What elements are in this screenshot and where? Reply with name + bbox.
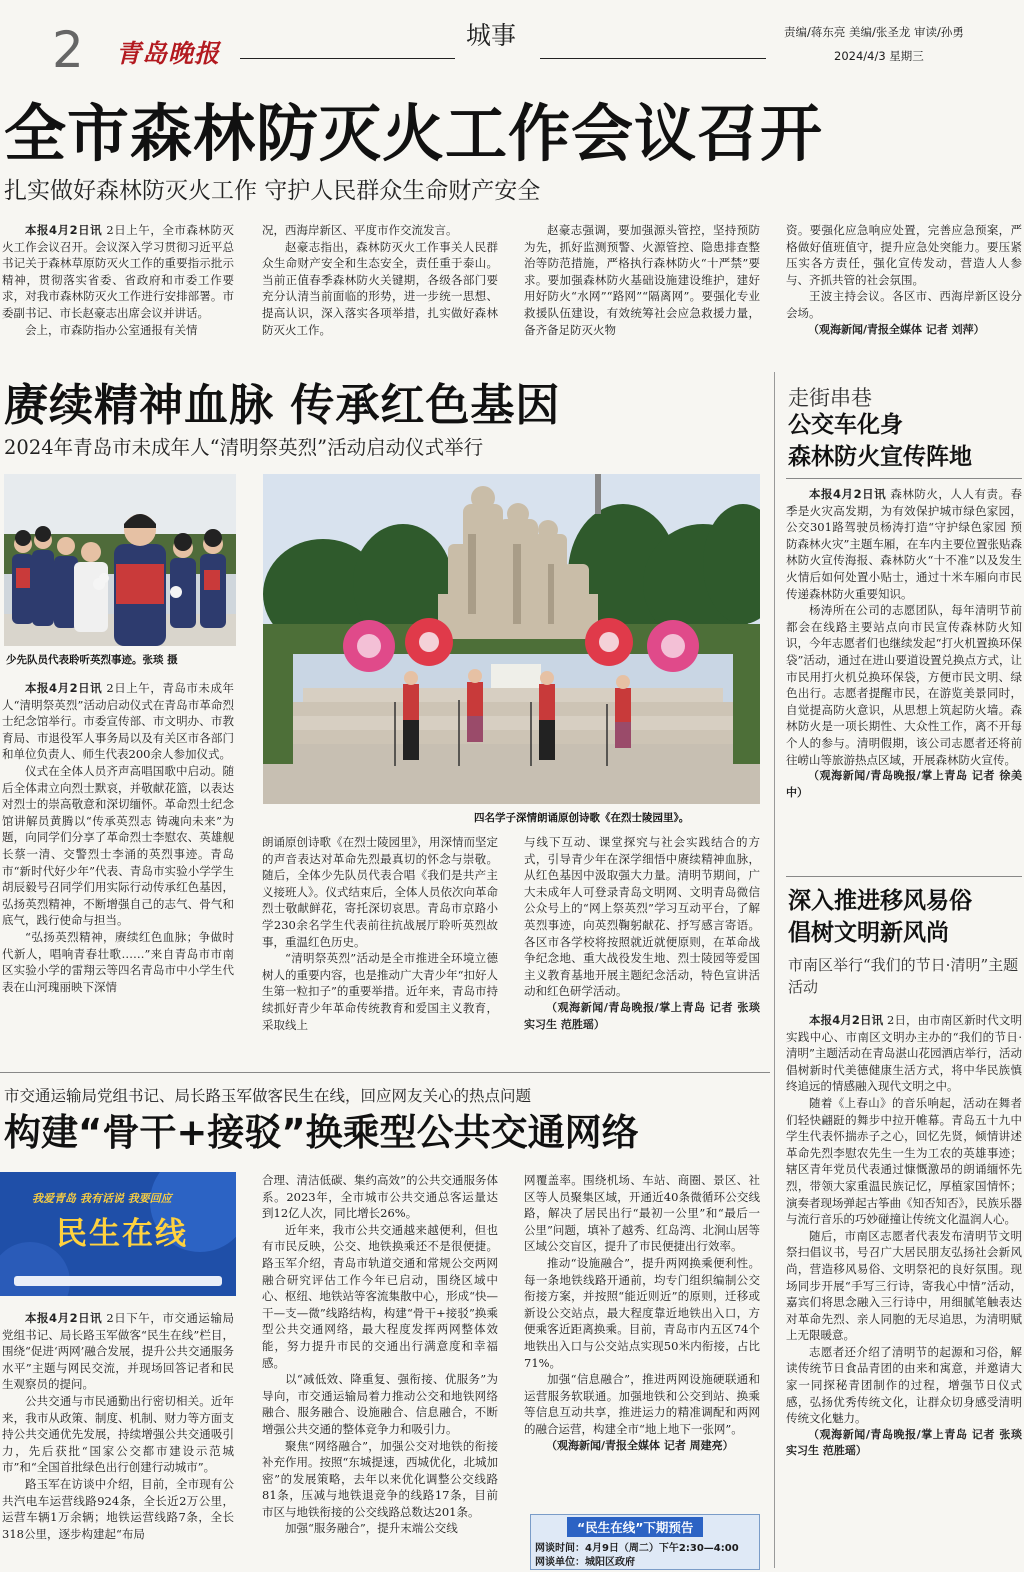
article1-column-3 [524, 222, 760, 362]
sidebar1-text: 杨涛所在公司的志愿团队，每年清明节前都会在线路主要站点向市民宣传森林防火知识，今年志愿者们也继续发起“打火机置换环保袋”活动，通过在进山要道设置兑换点方式，让市民用打火机兑换环保袋，方便市民文明、绿色出行。志愿者提醒市民，在游览美景同时，自觉提高防火意识，从思想上筑起防火墙。森林防火是一项长期性、大众性工作，离不开每个人的参与。清明假期，该公司志愿者还将前往崂山等旅游热点区域，开展森林防火宣传。 [786, 603, 1022, 767]
sidebar1-headline-line2: 森林防火宣传阵地 [788, 444, 972, 470]
article1-text: 况，西海岸新区、平度市作交流发言。 [262, 223, 458, 237]
article3-text: 加强“服务融合”，提升末端公交线 [285, 1521, 458, 1536]
article1-text: 赵豪志指出，森林防灭火工作事关人民群众生命财产安全和生态安全，责任重于泰山。当前正值春季森林防火关键期，各级各部门要充分认清当前面临的形势，进一步统一思想、提高认识，深入落实各项举措，扎实做好森林防灭火工作。 [262, 239, 498, 337]
sidebar1-rule [786, 478, 1022, 479]
article1-lead: 本报4月2日讯 [25, 223, 103, 237]
sidebar2-text: 志愿者还介绍了清明节的起源和习俗，解读传统节日食品青团的由来和寓意，并邀请大家一同探秘青团制作的过程，增强节日仪式感，弘扬优秀传统文化，让群众切身感受清明传统文化魅力。 [786, 1344, 1022, 1426]
masthead-rule-left [240, 58, 455, 59]
students-photo [4, 474, 236, 646]
article2-text: “弘扬英烈精神，赓续红色血脉；争做时代新人，唱响青春壮歌……”来自青岛市市南区实验小学的雷翔云等四名青岛市中小学生代表在山河瑰丽映下深情 [2, 929, 234, 994]
article3-lead: 本报4月2日讯 [25, 1311, 103, 1325]
page-number: 2 [52, 21, 84, 79]
article2-column-3 [524, 834, 760, 1062]
editors-line: 责编/蒋东亮 美编/张圣龙 审读/孙勇 [784, 25, 964, 39]
banner-slogan: 我爱青岛 我有话说 我要回应 [32, 1192, 172, 1205]
article2-subhead: 2024年青岛市未成年人“清明祭英烈”活动启动仪式举行 [4, 436, 484, 459]
sidebar1-credit: （观海新闻/青岛晚报/掌上青岛 记者 徐美中） [786, 769, 1022, 799]
banner-title: 民生在线 [56, 1216, 188, 1252]
article2-text: 与线下互动、课堂探究与社会实践结合的方式，引导青少年在深学细悟中赓续精神血脉，从红色基因中汲取强大力量。清明节期间，广大未成年人可登录青岛文明网、文明青岛微信公众号上的“网上祭英烈”学习互动平台，了解英烈事迹，向英烈鞠躬献花、抒写感言寄语。各区市各学校将按照就近就便原则，在革命战争纪念地、重大战役发生地、烈士陵园等爱国主义教育基地开展主题纪念活动，特色宣讲活动和红色研学活动。 [524, 835, 760, 999]
students-photo-caption: 少先队员代表聆听英烈事迹。张琰 摄 [6, 654, 178, 666]
minsheng-banner [0, 1172, 236, 1296]
article1-headline: 全市森林防灭火工作会议召开 [4, 97, 824, 170]
sidebar1-kicker: 走街串巷 [788, 386, 872, 410]
sidebar2-text: 随后，市南区志愿者代表发布清明节文明祭扫倡议书，号召广大居民朋友弘扬社会新风尚，营造移风易俗、文明祭祀的良好氛围。现场同步开展“手写三行诗，寄我心中情”活动，嘉宾们将思念融入三行诗中，用细腻笔触表达对革命先烈、亲人同胞的无尽追思，为清明赋上无限暖意。 [786, 1228, 1022, 1343]
preview-time: 网谈时间：4月9日（周二）下午2:30—4:00 [535, 1543, 739, 1554]
sidebar1-lead: 本报4月2日讯 [809, 487, 887, 501]
monument-photo [263, 474, 760, 804]
article1-text: 资。要强化应急响应处置，完善应急预案，严格做好值班值守，提升应急处突能力。要压紧压实各方责任，强化宣传发动，营造人人参与、齐抓共管的社会氛围。 [786, 223, 1022, 287]
article1-column-2 [262, 222, 498, 362]
article2-text: 仪式在全体人员齐声高唱国歌中启动。随后全体肃立向烈士默哀，并敬献花篮，以表达对烈士的崇高敬意和深切缅怀。革命烈士纪念馆讲解员黄腾以“传承英烈志 铸魂向未来”为题，向同学们分享了革命烈士李慰农、英雄舰长蔡一清、交警烈士李涌的英烈事迹。青岛市“新时代好少年”代表、青岛市实验小学学生胡辰毅号召同学们用实际行动传承红色基因，弘扬英烈精神，不断增强自己的志气、骨气和底气，践行使命与担当。 [2, 763, 234, 928]
article3-text: 公共交通与市民通勤出行密切相关。近年来，我市从政策、制度、机制、财力等方面支持公共交通优先发展，持续增强公共交通吸引力，先后获批“国家公交都市建设示范城市”和“全国首批绿色出行创建行动城市”。 [2, 1393, 234, 1475]
monument-photo-caption: 四名学子深情朗诵原创诗歌《在烈士陵园里》。 [474, 812, 690, 824]
article3-kicker: 市交通运输局党组书记、局长路玉军做客民生在线，回应网友关心的热点问题 [4, 1087, 532, 1105]
masthead-rule-right [540, 58, 766, 59]
article3-text: 加强“信息融合”，推进两网设施硬联通和运营服务软联通。加强地铁和公交到站、换乘等信息互动共享，推进运力的精准调配和两网的融合运营，构建全市“地上地下一张网”。 [524, 1372, 760, 1436]
sidebar1-text: 森林防火，人人有责。春季是火灾高发期，为有效保护城市绿色家园，公交301路驾驶员杨涛打造“守护绿色家园 预防森林火灾”主题车厢，在车内主要位置张贴森林防火宣传海报、森林防火“十不准”以及发生火情后如何处置小贴士，通过十米车厢向市民传递森林防火重要知识。 [786, 487, 1022, 601]
article3-text: 路玉军在访谈中介绍，目前，全市现有公共汽电车运营线路924条，全长近2万公里，运营车辆1万余辆；地铁运营线路7条，全长318公里，逐步构建起“布局 [2, 1476, 234, 1541]
sidebar2-body [786, 1012, 1022, 1568]
column-rule [774, 372, 775, 1568]
article1-credit: （观海新闻/青报全媒体 记者 刘萍） [808, 322, 985, 336]
article2-text: “清明祭英烈”活动是全市推进全环境立德树人的重要内容，也是推动广大青少年“扣好人生第一粒扣子”的重要举措。近年来，青岛市持续抓好青少年革命传统教育和爱国主义教育，采取线上 [262, 951, 498, 1032]
preview-box [530, 1514, 760, 1570]
preview-title: “民生在线”下期预告 [567, 1517, 703, 1537]
sidebar2-credit: （观海新闻/青岛晚报/掌上青岛 记者 张琰 实习生 范胜瑶） [786, 1427, 1022, 1458]
students-photo-illustration [4, 474, 236, 646]
article3-text: 网覆盖率。围绕机场、车站、商圈、景区、社区等人员聚集区域，开通近40条微循环公交线路，解决了居民出行“最初一公里”和“最后一公里”问题，填补了越秀、红岛湾、北涧山居等区域公交盲区，提升了市民便捷出行效率。 [524, 1173, 760, 1254]
article3-text: 2日下午，市交通运输局党组书记、局长路玉军做客“民生在线”栏目，围绕“促进‘两网’融合发展，提升公共交通服务水平”主题与网民交流，并现场回答记者和民生观察员的提问。 [2, 1311, 234, 1392]
sidebar2-headline-line1: 深入推进移风易俗 [788, 888, 972, 914]
article3-text: 以“减低效、降重复、强衔接、优服务”为导向，市交通运输局着力推动公交和地铁网络融合、服务融合、设施融合、信息融合，不断增强公共交通的整体竞争力和吸引力。 [262, 1372, 498, 1436]
sidebar2-headline-line2: 倡树文明新风尚 [788, 920, 949, 946]
article2-credit: （观海新闻/青岛晚报/掌上青岛 记者 张琰 实习生 范胜瑶） [524, 1000, 760, 1031]
article1-text: 王波主持会议。各区市、西海岸新区设分会场。 [786, 289, 1022, 320]
paper-name-logo: 青岛晚报 [116, 39, 221, 68]
section-name: 城事 [466, 21, 517, 50]
article1-subhead: 扎实做好森林防灭火工作 守护人民群众生命财产安全 [4, 178, 541, 204]
article1-column-1 [2, 222, 234, 362]
article1-text: 2日上午，全市森林防灭火工作会议召开。会议深入学习贯彻习近平总书记关于森林草原防灭火工作的重要指示批示精神，贯彻落实省委、省政府和市委工作要求，对我市森林防灭火工作进行安排部署。市委副书记、市长赵豪志出席会议并讲话。 [2, 223, 234, 320]
monument-photo-illustration [263, 474, 760, 804]
article3-headline: 构建“骨干+接驳”换乘型公共交通网络 [4, 1111, 639, 1154]
article1-text: 会上，市森防指办公室通报有关情 [25, 322, 198, 337]
article3-text: 合理、清洁低碳、集约高效”的公共交通服务体系。2023年，全市城市公共交通总客运量达到12亿人次，同比增长26%。 [262, 1173, 498, 1221]
sidebar2-text: 随着《上春山》的音乐响起，活动在舞者们轻快翩跹的舞步中拉开帷幕。青岛五十九中学生代表怀揣赤子之心，回忆先贤，倾情讲述革命先烈李慰农先生一生为工农的英雄事迹；辖区青年党员代表通过慷慨激昂的朗诵缅怀先烈，带领大家重温民族记忆，厚植家国情怀；演奏者现场弹起古筝曲《知否知否》，民族乐器与流行音乐的巧妙碰撞让传统文化温润人心。 [786, 1095, 1022, 1227]
article3-text: 聚焦“网络融合”，加强公交对地铁的衔接补充作用。按照“东城提速，西城优化，北城加密”的发展策略，去年以来优化调整公交线路81条，压减与地铁退竞争的线路17条，目前市区与地铁衔接的公交线路总数达201条。 [262, 1438, 498, 1519]
article2-column-1 [2, 680, 234, 1062]
article3-credit: （观海新闻/青报全媒体 记者 周建亮） [546, 1438, 734, 1452]
article2-column-2 [262, 834, 498, 1062]
article1-text: 赵豪志强调，要加强源头管控，坚持预防为先，抓好监测预警、火源管控、隐患排查整治等防范措施，严格执行森林防火“十严禁”要求。要加强森林防火基础设施建设维护，建好用好防火“水网”“路网”“隔离网”。要强化专业救援队伍建设，有效统筹社会应急救援力量，备齐备足防灭火物 [524, 223, 760, 337]
sidebar-divider [786, 876, 1022, 877]
article2-text: 2日上午，青岛市未成年人“清明祭英烈”活动启动仪式在青岛市革命烈士纪念馆举行。市委宣传部、市文明办、市教育局、市退役军人事务局以及有关区市各部门和单位负责人、师生代表200余人参加仪式。 [2, 681, 234, 762]
article3-text: 推动“设施融合”，提升两网换乘便利性。每一条地铁线路开通前，均专门组织编制公交衔接方案，并按照“能近则近”的原则，迁移或新设公交站点，最大程度靠近地铁出入口，方便乘客近距离换乘。目前，青岛市内五区74个地铁出入口与公交站点实现50米内衔接，占比71%。 [524, 1255, 760, 1370]
article3-column-1 [2, 1310, 234, 1568]
article3-column-2 [262, 1172, 498, 1568]
sidebar2-lead: 本报4月2日讯 [809, 1013, 884, 1027]
article2-headline: 赓续精神血脉 传承红色基因 [4, 380, 561, 431]
article3-top-rule [0, 1072, 770, 1073]
issue-date: 2024/4/3 星期三 [834, 49, 924, 63]
article2-text: 朗诵原创诗歌《在烈士陵园里》，用深情而坚定的声音表达对革命先烈最真切的怀念与崇敬。随后，全体少先队员代表合唱《我们是共产主义接班人》。仪式结束后，全体人员依次向革命烈士敬献鲜花，寄托深切哀思。青岛市京路小学230余名学生代表前往抗战展厅聆听英烈故事，重温红色历史。 [262, 835, 498, 949]
sidebar2-text: 2日，由市南区新时代文明实践中心、市南区文明办主办的“我们的节日·清明”主题活动在青岛湛山花园酒店举行，活动倡树新时代美德健康生活方式，将中华民族慎终追远的情感融入现代文明之中。 [786, 1013, 1022, 1094]
sidebar1-body [786, 486, 1022, 868]
sidebar1-headline-line1: 公交车化身 [788, 412, 903, 438]
sidebar2-subhead: 市南区举行“我们的节日·清明”主题活动 [788, 956, 1019, 996]
article1-column-4 [786, 222, 1022, 362]
preview-unit: 网谈单位：城阳区政府 [535, 1557, 635, 1568]
article2-lead: 本报4月2日讯 [25, 681, 103, 695]
article3-text: 近年来，我市公共交通越来越便利，但也有市民反映，公交、地铁换乘还不是很便捷。路玉军介绍，青岛市轨道交通和常规公交两网融合研究评估工作今年已启动，围绕区域中心、枢纽、地铁站等客流集散中心，形成“快—干—支—微”线路结构，构建“骨干+接驳”换乘型公共交通网络，最大程度发挥两网整体效能，努力提升市民的交通出行满意度和幸福感。 [262, 1222, 498, 1370]
article3-column-3 [524, 1172, 760, 1502]
